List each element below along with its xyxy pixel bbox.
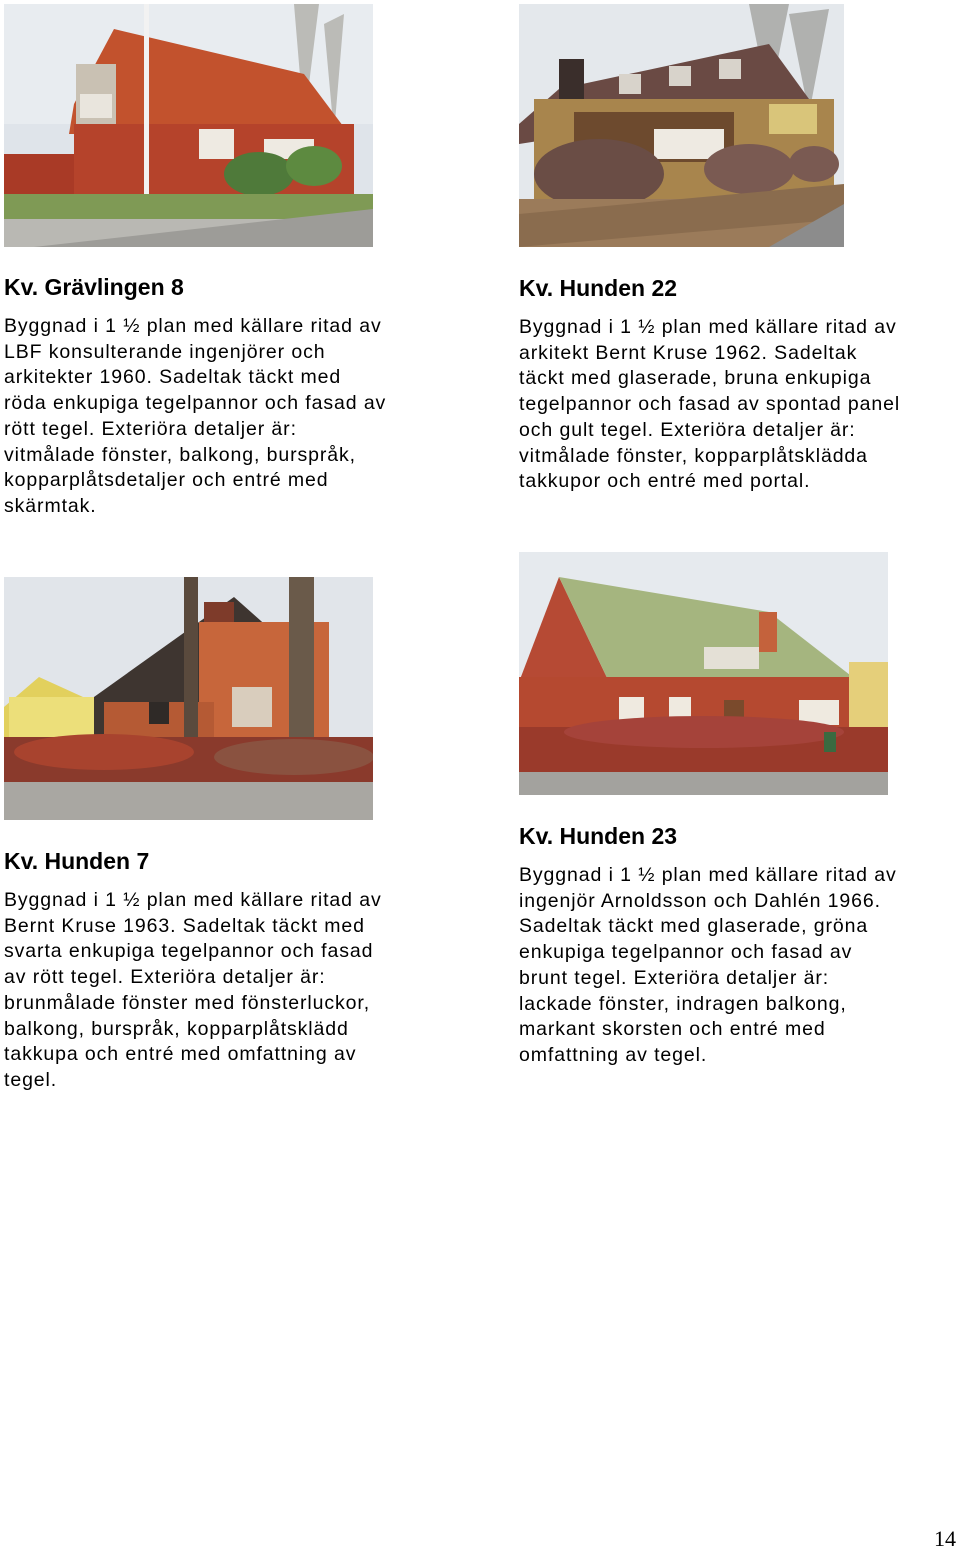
entry-title: Kv. Grävlingen 8: [4, 274, 184, 300]
house-photo-gravlingen-8: [4, 4, 373, 247]
entry-title: Kv. Hunden 22: [519, 275, 678, 301]
entry-title: Kv. Hunden 23: [519, 823, 678, 849]
house-photo-hunden-22: [519, 4, 844, 247]
page-number: 14: [934, 1526, 956, 1551]
entry-description: Byggnad i 1 ½ plan med källare ritad av arkitekt Bernt Kruse 1962. Sadeltak täckt med glaserade, bruna enkupiga tegelpannor och fasad av spontad panel och gult tegel. Exteriöra detaljer är: vitmålade fönster, kopparplåtsklädda takkupor och entré med portal.: [519, 316, 901, 493]
entry-description: Byggnad i 1 ½ plan med källare ritad av Bernt Kruse 1963. Sadeltak täckt med svarta enkupiga tegelpannor och fasad av rött tegel. Exteriöra detaljer är: brunmålade fönster med fönsterluckor, balkong, burspråk, kopparplåtsklädd takkupa och entré med omfattning av tegel.: [4, 889, 382, 1091]
entry-description: Byggnad i 1 ½ plan med källare ritad av LBF konsulterande ingenjörer och arkitekter 1960. Sadeltak täckt med röda enkupiga tegelpannor och fasad av rött tegel. Exteriöra detaljer är: vitmålade fönster, balkong, burspråk, kopparplåtsdetaljer och entré med skärmtak.: [4, 315, 387, 517]
house-photo-hunden-23: [519, 552, 888, 795]
entry-title: Kv. Hunden 7: [4, 848, 150, 874]
entry-description: Byggnad i 1 ½ plan med källare ritad av ingenjör Arnoldsson och Dahlén 1966. Sadeltak täckt med glaserade, gröna enkupiga tegelpannor och fasad av brunt tegel. Exteriöra detaljer är: lackade fönster, indragen balkong, markant skorsten och entré med omfattning av tegel.: [519, 864, 897, 1066]
house-photo-hunden-7: [4, 577, 373, 820]
